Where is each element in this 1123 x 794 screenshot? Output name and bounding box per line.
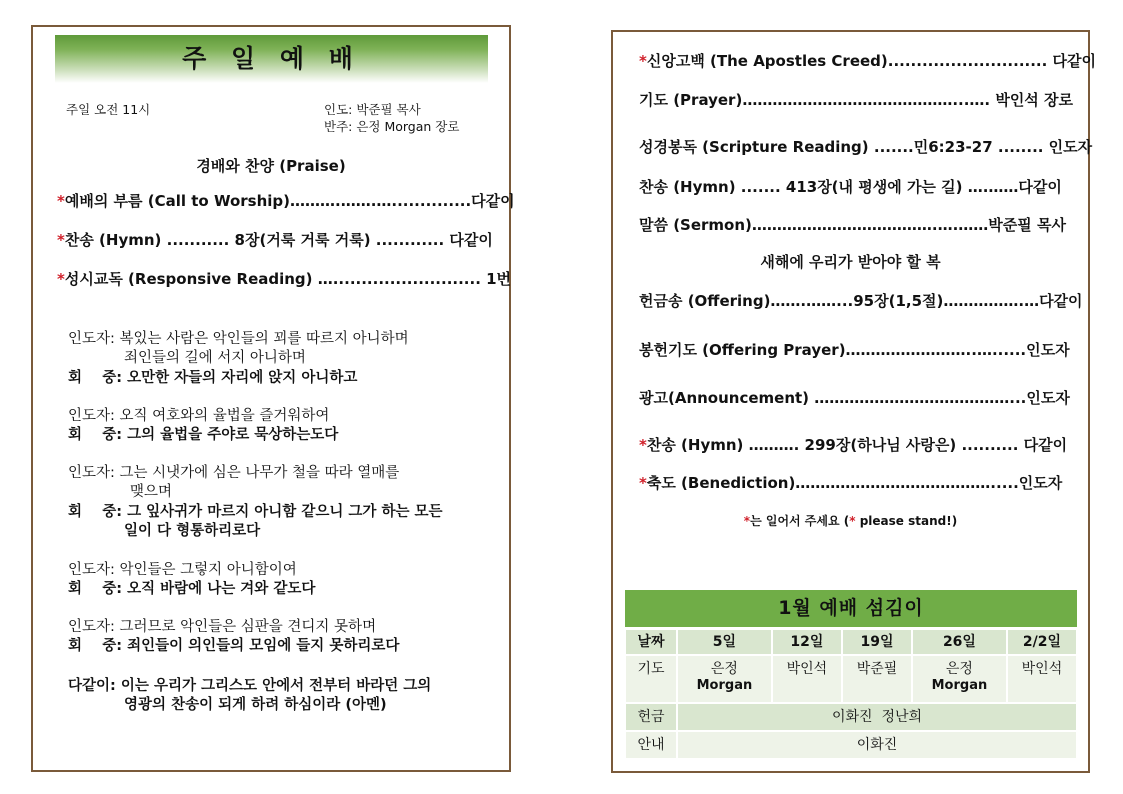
stand-marker: * xyxy=(849,514,856,528)
order-item xyxy=(639,176,1062,197)
order-item-text: 찬송 (Hymn) ........... 8장(거룩 거룩 거룩) ............ 다같이 xyxy=(64,231,493,249)
stand-note-text: please stand!) xyxy=(855,514,958,528)
order-item-text: 말씀 (Sermon)……………………………….….……박준필 목사 xyxy=(639,216,1066,234)
reading-line: 죄인들이 의인들의 모임에 들지 못하리로다 xyxy=(127,638,400,654)
reading-role: 회 중: xyxy=(68,370,123,386)
reading-line: 그의 율법을 주야로 묵상하는도다 xyxy=(127,427,339,443)
reading-role: 회 중: xyxy=(68,581,123,597)
order-item-text: 광고(Announcement) …………………………………...인도자 xyxy=(639,389,1070,407)
table-cell xyxy=(1007,655,1077,703)
reading-leader-4 xyxy=(68,561,297,580)
reading-leader-3 xyxy=(68,464,399,502)
order-item xyxy=(639,387,1070,408)
reading-role: 인도자: xyxy=(68,619,115,635)
stand-marker: * xyxy=(57,192,65,210)
stand-marker: * xyxy=(743,514,751,528)
stand-marker: * xyxy=(639,436,647,454)
reading-leader-2 xyxy=(68,407,329,426)
reading-line: 그는 시냇가에 심은 나무가 철을 따라 열매를 xyxy=(119,465,400,481)
stand-note xyxy=(613,512,1088,529)
order-item-text: 찬송 (Hymn) ....... 413장(내 평생에 가는 길) ….……다같이 xyxy=(639,178,1062,196)
left-page xyxy=(31,25,515,772)
prayer-name-sub: Morgan xyxy=(696,678,753,693)
order-item-text: 예배의 부름 (Call to Worship)……….…….…..............다같이 xyxy=(64,192,515,210)
leader-info: 인도: 박준필 목사 xyxy=(324,102,421,117)
stand-marker: * xyxy=(57,231,65,249)
reading-role: 인도자: xyxy=(68,408,115,424)
reading-congregation-4 xyxy=(68,580,315,599)
schedule-table xyxy=(625,629,1077,759)
table-cell: 5일 xyxy=(677,629,772,655)
order-item xyxy=(57,190,515,211)
order-item xyxy=(57,229,493,250)
prayer-name: 은정 xyxy=(710,661,738,677)
right-page xyxy=(611,30,1097,773)
order-item xyxy=(639,290,1083,311)
order-item-text: 찬송 (Hymn) ………. 299장(하나님 사랑은) .......... 다같이 xyxy=(646,436,1068,454)
table-cell xyxy=(842,655,912,703)
order-item-text: 성경봉독 (Scripture Reading) .......민6:23-27 ........ 인도자 xyxy=(639,138,1093,156)
order-item xyxy=(639,434,1067,455)
prayer-name: 박인석 xyxy=(786,661,828,677)
reading-line: 그러므로 악인들은 심판을 견디지 못하며 xyxy=(119,619,377,635)
reading-role: 다같이: xyxy=(68,678,116,694)
accompanist-info: 반주: 은정 Morgan 장로 xyxy=(324,119,460,134)
reading-line: 오직 바람에 나는 겨와 같도다 xyxy=(127,581,316,597)
prayer-name: 은정 xyxy=(945,661,973,677)
table-row xyxy=(625,731,1077,759)
reading-leader-5 xyxy=(68,618,376,637)
table-cell: 날짜 xyxy=(625,629,677,655)
table-cell xyxy=(912,655,1007,703)
reading-line: 죄인들의 길에 서지 아니하며 xyxy=(124,350,306,366)
order-item xyxy=(639,136,1092,157)
table-row xyxy=(625,703,1077,731)
table-cell: 2/2일 xyxy=(1007,629,1077,655)
table-cell: 이화진 xyxy=(677,731,1077,759)
stand-note-text: 는 일어서 주세요 ( xyxy=(750,514,850,528)
title-banner xyxy=(55,35,488,83)
table-cell: 12일 xyxy=(772,629,842,655)
page-title: 주 일 예 배 xyxy=(182,44,361,73)
reading-role: 회 중: xyxy=(68,638,123,654)
service-time: 주일 오전 11시 xyxy=(66,102,151,117)
reading-role: 회 중: xyxy=(68,427,123,443)
order-item xyxy=(639,339,1070,360)
order-item xyxy=(639,472,1062,493)
order-item-text: 기도 (Prayer)……………………………………...…. 박인석 장로 xyxy=(639,91,1074,109)
reading-line: 오만한 자들의 자리에 앉지 아니하고 xyxy=(127,370,358,386)
table-cell: 헌금 xyxy=(625,703,677,731)
reading-line: 악인들은 그렇지 아니함이여 xyxy=(119,562,297,578)
reading-congregation-2 xyxy=(68,426,338,445)
prayer-name: 박준필 xyxy=(856,661,898,677)
table-cell xyxy=(677,655,772,703)
table-row xyxy=(625,629,1077,655)
reading-congregation-1 xyxy=(68,369,357,388)
praise-heading: 경배와 찬양 (Praise) xyxy=(196,157,346,175)
table-cell: 이화진 정난희 xyxy=(677,703,1077,731)
reading-line: 그 잎사귀가 마르지 아니함 같으니 그가 하는 모든 xyxy=(127,504,443,520)
table-cell: 안내 xyxy=(625,731,677,759)
table-cell: 19일 xyxy=(842,629,912,655)
stand-marker: * xyxy=(639,52,647,70)
table-cell: 기도 xyxy=(625,655,677,703)
reading-role: 인도자: xyxy=(68,331,115,347)
table-cell xyxy=(772,655,842,703)
schedule-title: 1월 예배 섬김이 xyxy=(625,590,1077,627)
order-item-text: 성시교독 (Responsive Reading) ….......................... 1번 xyxy=(64,270,512,288)
reading-role: 인도자: xyxy=(68,465,115,481)
prayer-name: 박인석 xyxy=(1021,661,1063,677)
order-item-text: 봉헌기도 (Offering Prayer)……………………..…......인도자 xyxy=(639,341,1070,359)
stand-marker: * xyxy=(57,270,65,288)
table-cell: 26일 xyxy=(912,629,1007,655)
prayer-name-sub: Morgan xyxy=(931,678,988,693)
order-item-text: 신앙고백 (The Apostles Creed)............................ 다같이 xyxy=(646,52,1097,70)
order-item xyxy=(639,50,1096,71)
order-item xyxy=(57,268,511,289)
sermon-title: 새해에 우리가 받아야 할 복 xyxy=(760,253,941,271)
reading-congregation-3 xyxy=(68,503,443,541)
order-item-text: 헌금송 (Offering)…….……...95장(1,5절)…………….…다같이 xyxy=(639,292,1083,310)
reading-line: 일이 다 형통하리로다 xyxy=(124,523,261,539)
reading-line: 영광의 찬송이 되게 하려 하심이라 (아멘) xyxy=(124,697,387,713)
reading-all xyxy=(68,677,431,715)
reading-line: 오직 여호와의 율법을 즐거워하여 xyxy=(119,408,330,424)
order-item xyxy=(639,214,1066,235)
reading-congregation-5 xyxy=(68,637,399,656)
reading-line: 복있는 사람은 악인들의 꾀를 따르지 아니하며 xyxy=(119,331,409,347)
order-item-text: 축도 (Benediction)………………………………….....인도자 xyxy=(646,474,1063,492)
stand-marker: * xyxy=(639,474,647,492)
order-item xyxy=(639,89,1073,110)
table-row xyxy=(625,655,1077,703)
reading-line: 맺으며 xyxy=(130,484,173,500)
reading-line: 이는 우리가 그리스도 안에서 전부터 바라던 그의 xyxy=(120,678,432,694)
reading-role: 회 중: xyxy=(68,504,123,520)
reading-leader-1 xyxy=(68,330,409,368)
reading-role: 인도자: xyxy=(68,562,115,578)
